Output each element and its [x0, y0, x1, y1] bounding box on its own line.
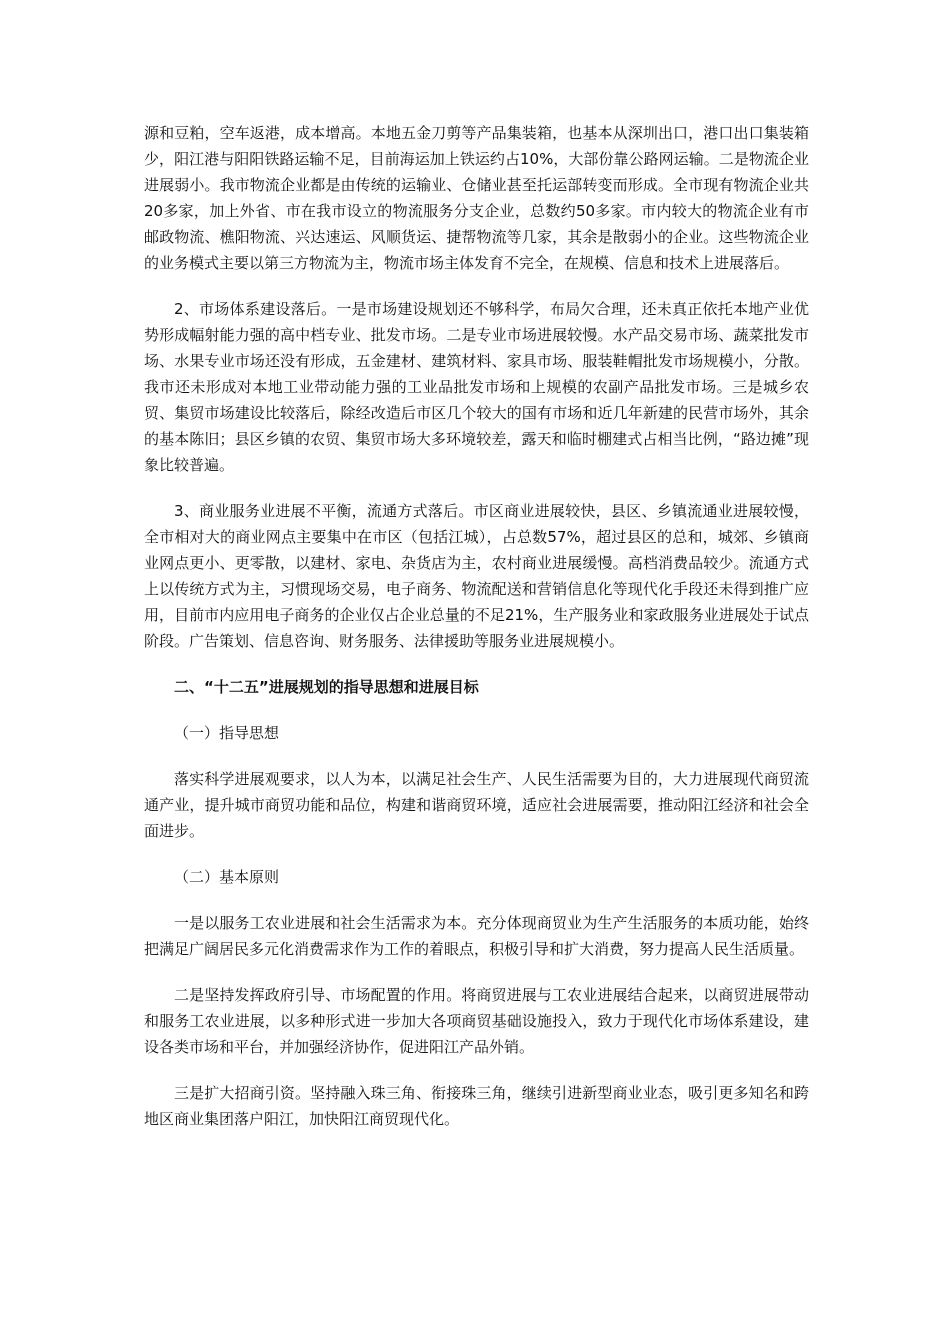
- paragraph-principle-three: 三是扩大招商引资。坚持融入珠三角、衔接珠三角，继续引进新型商业业态，吸引更多知名和跨地区商业集团落户阳江，加快阳江商贸现代化。: [144, 1084, 809, 1128]
- paragraph-principle-two: 二是坚持发挥政府引导、市场配置的作用。将商贸进展与工农业进展结合起来，以商贸进展带动和服务工农业进展，以多种形式进一步加大各项商贸基础设施投入，致力于现代化市场体系建设，建设各类市场和平台，并加强经济协作，促进阳江产品外销。: [144, 986, 809, 1056]
- paragraph-logistics-continued: 源和豆粕，空车返港，成本增高。本地五金刀剪等产品集装箱，也基本从深圳出口，港口出口集装箱少，阳江港与阳阳铁路运输不足，目前海运加上铁运约占10%，大部份靠公路网运输。二是物流企业进展弱小。我市物流企业都是由传统的运输业、仓储业甚至托运部转变而形成。全市现有物流企业共 20多家，加上外省、市在我市设立的物流服务分支企业，总数约50多家。市内较大的物流企业有市邮政物流、樵阳物流、兴达速运、风顺货运、捷帮物流等几家，其余是散弱小的企业。这些物流企业的业务模式主要以第三方物流为主，物流市场主体发育不完全，在规模、信息和技术上进展落后。: [144, 124, 809, 272]
- paragraph-guiding-thought: 落实科学进展观要求，以人为本，以满足社会生产、人民生活需要为目的，大力进展现代商贸流通产业，提升城市商贸功能和品位，构建和谐商贸环境，适应社会进展需要，推动阳江经济和社会全面进步。: [144, 770, 809, 840]
- subheading-basic-principles: （二）基本原则: [174, 868, 280, 886]
- document-page: [144, 120, 809, 1152]
- subheading-guiding-thought: （一）指导思想: [174, 724, 280, 742]
- paragraph-market-system: 2、市场体系建设落后。一是市场建设规划还不够科学，布局欠合理，还未真正依托本地产业优势形成幅射能力强的高中档专业、批发市场。二是专业市场进展较慢。水产品交易市场、蔬菜批发市场、水果专业市场还没有形成，五金建材、建筑材料、家具市场、服装鞋帽批发市场规模小，分散。我市还未形成对本地工业带动能力强的工业品批发市场和上规模的农副产品批发市场。三是城乡农贸、集贸市场建设比较落后，除经改造后市区几个较大的国有市场和近几年新建的民营市场外，其余的基本陈旧；县区乡镇的农贸、集贸市场大多环境较差，露天和临时棚建式占相当比例，“路边摊”现象比较普遍。: [144, 300, 809, 474]
- paragraph-principle-one: 一是以服务工农业进展和社会生活需求为本。充分体现商贸业为生产生活服务的本质功能，始终把满足广阔居民多元化消费需求作为工作的着眼点，积极引导和扩大消费，努力提高人民生活质量。: [144, 914, 809, 958]
- paragraph-commerce-services: 3、商业服务业进展不平衡，流通方式落后。市区商业进展较快，县区、乡镇流通业进展较慢，全市相对大的商业网点主要集中在市区（包括江城），占总数57%，超过县区的总和，城郊、乡镇商业网点更小、更零散，以建材、家电、杂货店为主，农村商业进展缓慢。高档消费品较少。流通方式上以传统方式为主，习惯现场交易，电子商务、物流配送和营销信息化等现代化手段还未得到推广应用，目前市内应用电子商务的企业仅占企业总量的不足21%，生产服务业和家政服务业进展处于试点阶段。广告策划、信息咨询、财务服务、法律援助等服务业进展规模小。: [144, 502, 809, 650]
- section-heading-guiding-ideas: 二、“十二五”进展规划的指导思想和进展目标: [174, 678, 479, 696]
